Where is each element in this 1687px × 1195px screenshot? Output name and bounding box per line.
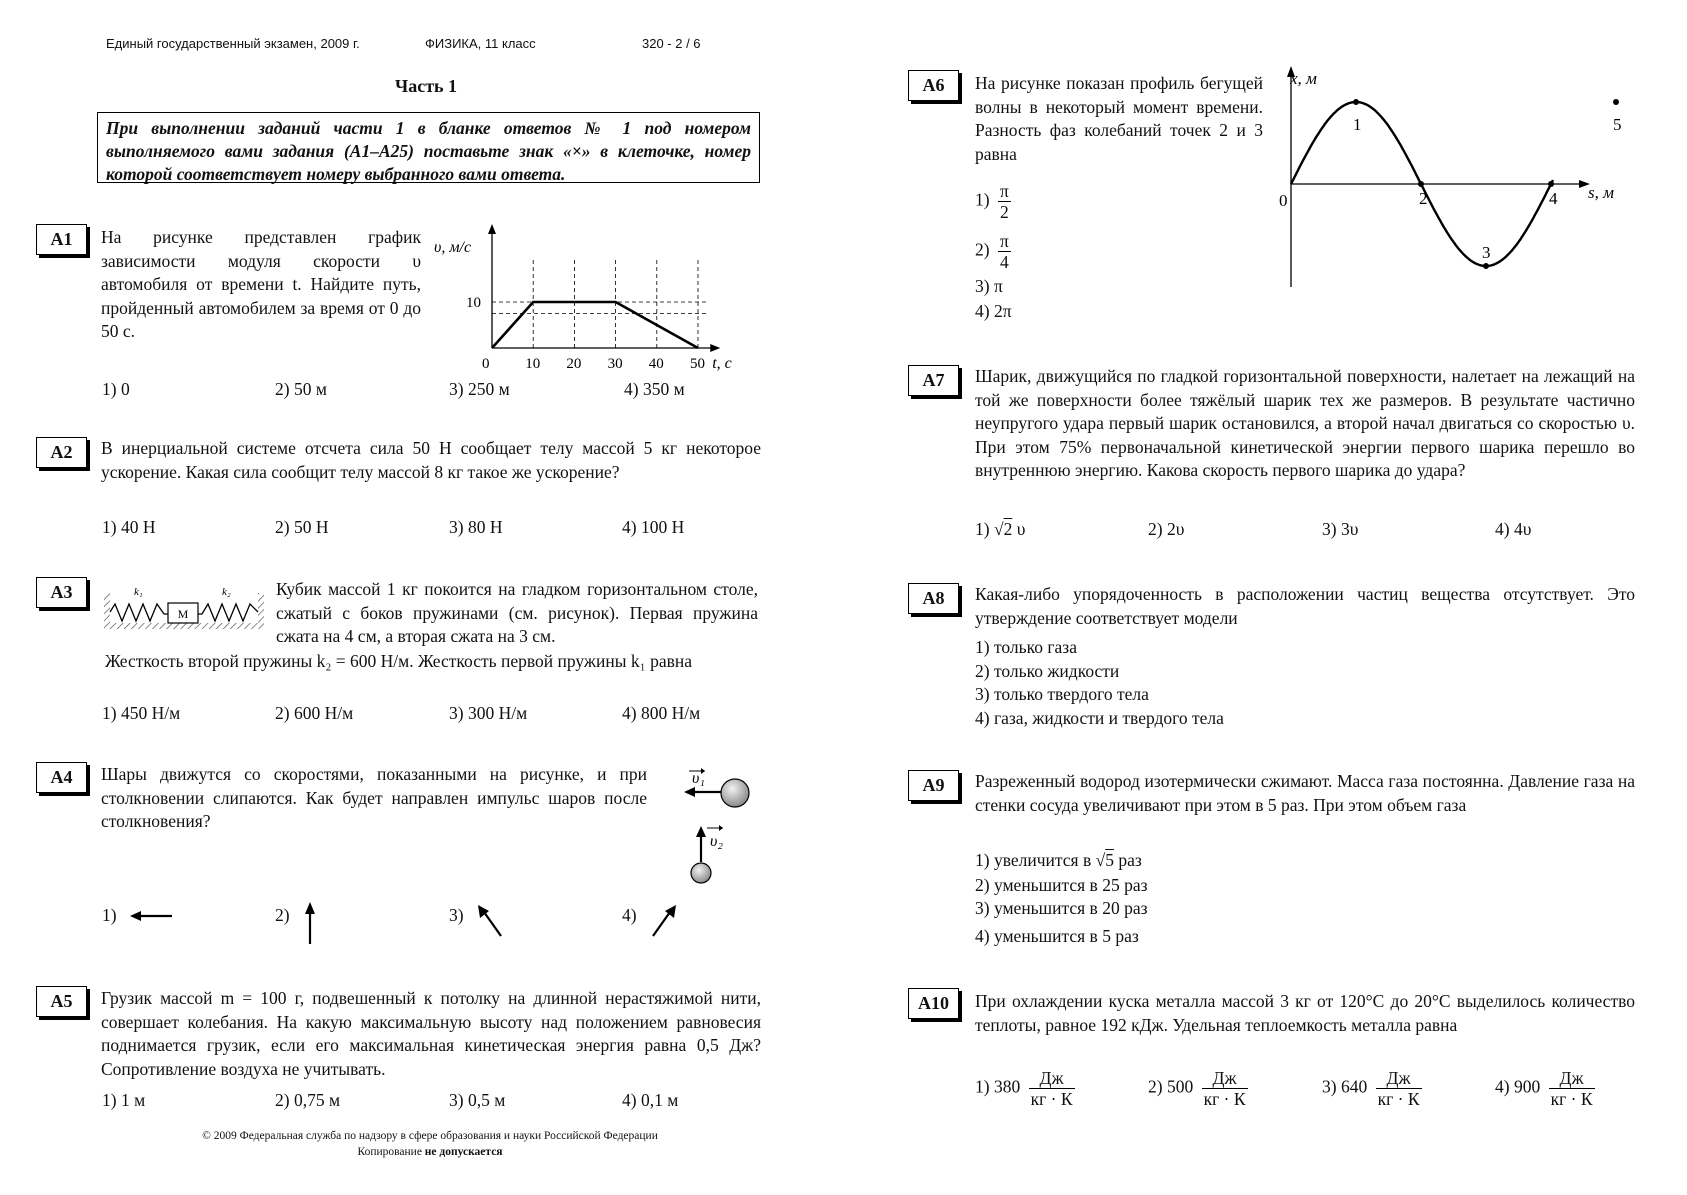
block-label: M (177, 607, 189, 621)
a5-option-4: 4) 0,1 м (622, 1090, 679, 1110)
spring-2 (198, 604, 258, 621)
left-wall (104, 593, 110, 629)
a6-option-4-number: 4) (975, 301, 990, 321)
wave-point-label: 4 (1549, 189, 1558, 208)
a4-option-2: 2) (275, 905, 290, 925)
a6-option-2-number: 2) (975, 239, 990, 260)
fraction (1202, 1068, 1248, 1109)
a9-option-1-suffix: раз (1113, 850, 1142, 870)
arrow-left-icon (128, 906, 178, 926)
wave-point-5 (1613, 99, 1619, 105)
a9-option-4: 4) уменьшится в 5 раз (975, 926, 1139, 946)
task-text-a7: Шарик, движущийся по гладкой горизонтальной поверхности, налетает на лежащий на той же поверхности более тяжёлый шарик тех же размеров. В результате частично неупругого удара первый шарик остановился, а второй начал двигаться со скоростью υ. При этом 75% первоначальной кинетической энергии первого шарика перешло во внутреннюю энергию. Какова скорость первого шарика до удара? (975, 366, 1635, 480)
a7-option-4-value: 4υ (1513, 519, 1532, 539)
a6-option-1 (975, 181, 1011, 222)
a1-option-3: 3) 250 м (449, 379, 510, 399)
sqrt-radicand: 5 (1105, 850, 1114, 870)
a4-option-1: 1) (102, 905, 117, 925)
a9-option-3: 3) уменьшится в 20 раз (975, 898, 1148, 918)
task-label-a9: А9 (908, 770, 959, 801)
x-tick-label: 0 (482, 356, 490, 372)
a3-option-2: 2) 600 Н/м (275, 703, 354, 723)
v1-label: υ₁ (692, 770, 705, 787)
x-tick-label: 10 (525, 356, 541, 372)
header-subject: ФИЗИКА, 11 класс (425, 36, 536, 51)
fraction (1029, 1068, 1075, 1109)
task-label-a8: А8 (908, 583, 959, 614)
fraction-denominator: кг · К (1030, 1089, 1073, 1109)
task-label-a2: А2 (36, 437, 87, 468)
a10-option-2-number: 2) 500 (1148, 1076, 1194, 1097)
a2-option-1: 1) 40 Н (102, 517, 156, 537)
y-axis-label: υ, м/с (434, 239, 472, 256)
y-axis-arrowhead (488, 224, 496, 234)
fraction (1376, 1068, 1422, 1109)
spring-1 (110, 604, 168, 621)
task-text-a10: При охлаждении куска металла массой 3 кг от 120°С до 20°С выделилось количество теплоты, равное 192 кДж. Удельная теплоемкость металла равна (975, 991, 1635, 1035)
a2-option-4: 4) 100 Н (622, 517, 685, 537)
header-page: 320 - 2 / 6 (642, 36, 701, 51)
a10-option-4 (1495, 1068, 1595, 1109)
a10-option-1 (975, 1068, 1075, 1109)
a2-option-2: 2) 50 Н (275, 517, 329, 537)
fraction-numerator: Дж (1549, 1068, 1595, 1089)
a7-option-1-number: 1) (975, 519, 990, 539)
a8-option-4: 4) газа, жидкости и твердого тела (975, 708, 1224, 728)
footer-copying-bold: не допускается (424, 1146, 503, 1158)
a6-option-3-value: π (993, 276, 1003, 296)
task-text-a9: Разреженный водород изотермически сжимают. Масса газа постоянна. Давление газа на стенки сосуда увеличивают при этом в 5 раз. При этом объем газа (975, 771, 1635, 815)
header-exam: Единый государственный экзамен, 2009 г. (106, 36, 360, 51)
a8-option-3: 3) только твердого тела (975, 684, 1149, 704)
a9-option-1-text: 1) увеличится в (975, 850, 1096, 870)
a7-option-3 (1322, 519, 1358, 540)
a6-option-1-number: 1) (975, 189, 990, 210)
fraction-denominator: 2 (1000, 202, 1009, 222)
table-surface (110, 623, 258, 629)
a10-option-2 (1148, 1068, 1248, 1109)
task-text-a8: Какая-либо упорядоченность в расположении частиц вещества отсутствует. Это утверждение соответствует модели (975, 584, 1635, 628)
a4-option-4: 4) (622, 905, 637, 925)
a5-option-3: 3) 0,5 м (449, 1090, 506, 1110)
fraction (998, 231, 1011, 272)
wave-point-label: 3 (1482, 243, 1491, 262)
wave-point-2 (1418, 181, 1424, 187)
task-text-a5: Грузик массой m = 100 г, подвешенный к потолку на длинной нерастяжимой нити, совершает колебания. На какую максимальную высоту над положением равновесия поднимается грузик, если его максимальная кинетическая энергия равна 0,5 Дж? Сопротивление воздуха не учитывать. (101, 988, 761, 1079)
a7-option-3-number: 3) (1322, 519, 1337, 539)
a6-option-4 (975, 301, 1012, 322)
x-tick-label: 50 (690, 356, 705, 372)
fraction-numerator: π (999, 231, 1009, 251)
a7-option-2-value: 2υ (1166, 519, 1185, 539)
a7-option-2-number: 2) (1148, 519, 1163, 539)
task-text-a2: В инерциальной системе отсчета сила 50 Н сообщает телу массой 5 кг некоторое ускорение. Какая сила сообщит телу массой 8 кг такое же ускорение? (101, 438, 761, 482)
fraction-denominator: кг · К (1377, 1089, 1420, 1109)
a7-option-4-number: 4) (1495, 519, 1510, 539)
a6-option-3-number: 3) (975, 276, 990, 296)
x-tick-label: 40 (648, 356, 664, 372)
a10-option-3-number: 3) 640 (1322, 1076, 1368, 1097)
task-text-a4: Шары движутся со скоростями, показанными на рисунке, и при столкновении слипаются. Как будет направлен импульс шаров после столкновения? (101, 764, 647, 831)
collision-figure (680, 758, 780, 893)
x-axis-point-label: 0 (1279, 191, 1288, 210)
fraction-denominator: кг · К (1203, 1089, 1246, 1109)
y-axis-label: x, м (1290, 69, 1317, 88)
fraction-numerator: Дж (1202, 1068, 1248, 1089)
fraction-denominator: кг · К (1550, 1089, 1593, 1109)
a3-option-4: 4) 800 Н/м (622, 703, 701, 723)
x-tick-label: 20 (566, 356, 582, 372)
a9-option-1: 1) увеличится в √5 раз (975, 850, 1142, 870)
wave-point-label: 2 (1419, 189, 1428, 208)
a3-option-3: 3) 300 Н/м (449, 703, 528, 723)
wave-profile-chart (1268, 62, 1638, 292)
spring-block-figure (104, 585, 264, 637)
x-axis-label: t, с (712, 355, 732, 372)
a7-option-4 (1495, 519, 1531, 540)
a6-option-3 (975, 276, 1003, 297)
footer-copyright: © 2009 Федеральная служба по надзору в сфере образования и науки Российской Федерации (202, 1130, 658, 1142)
a1-option-1: 1) 0 (102, 379, 130, 399)
footer-copying (100, 1146, 760, 1158)
k2-label: k₂ (222, 586, 231, 598)
a7-option-1: 1) √2 υ (975, 519, 1026, 539)
a5-option-2: 2) 0,75 м (275, 1090, 341, 1110)
arrow-up-left-icon (475, 903, 505, 939)
task-label-a7: А7 (908, 365, 959, 396)
task-text-a6: На рисунке показан профиль бегущей волны в некоторый момент времени. Разность фаз колебаний точек 2 и 3 равна (975, 73, 1263, 164)
x-tick-label: 30 (607, 356, 623, 372)
a1-option-2: 2) 50 м (275, 379, 327, 399)
footer-copying-prefix: Копирование (357, 1146, 425, 1158)
a5-option-1: 1) 1 м (102, 1090, 146, 1110)
a6-option-2 (975, 231, 1011, 272)
a7-option-1-rest: υ (1012, 519, 1026, 539)
a2-option-3: 3) 80 Н (449, 517, 503, 537)
a1-option-4: 4) 350 м (624, 379, 685, 399)
instruction-box: При выполнении заданий части 1 в бланке ответов № 1 под номером выполняемого вами задания (А1–А25) поставьте знак «×» в клеточке, номер которой соответствует номеру выбранного вами ответа. (97, 112, 760, 183)
ball-2 (691, 863, 711, 883)
wave-point-3 (1483, 263, 1489, 269)
fraction-numerator: Дж (1029, 1068, 1075, 1089)
a3-option-1: 1) 450 Н/м (102, 703, 181, 723)
task-label-a4: А4 (36, 762, 87, 793)
a7-option-3-value: 3υ (1340, 519, 1359, 539)
task-label-a6: А6 (908, 70, 959, 101)
wave-point-label: 5 (1613, 115, 1622, 134)
velocity-time-chart (432, 222, 752, 380)
v2-label: υ₂ (710, 833, 723, 850)
a10-option-3 (1322, 1068, 1422, 1109)
ball-1 (721, 779, 749, 807)
a8-option-2: 2) только жидкости (975, 661, 1120, 681)
task-label-a1: А1 (36, 224, 87, 255)
a4-option-3: 3) (449, 905, 464, 925)
task-label-a5: А5 (36, 986, 87, 1017)
k1-label: k₁ (134, 586, 143, 598)
right-wall (258, 593, 264, 629)
arrow-up-icon (300, 900, 320, 946)
task-text-a3-full: Жесткость второй пружины k₂ = 600 Н/м. Жесткость первой пружины k₁ равна (105, 651, 692, 671)
fraction-numerator: π (999, 181, 1009, 201)
fraction-numerator: Дж (1376, 1068, 1422, 1089)
a8-option-1: 1) только газа (975, 637, 1077, 657)
a6-option-4-value: 2π (993, 301, 1012, 321)
fraction (998, 181, 1011, 222)
wave-point-4 (1548, 181, 1554, 187)
wave-point-1 (1353, 99, 1359, 105)
task-label-a3: А3 (36, 577, 87, 608)
a9-option-2: 2) уменьшится в 25 раз (975, 875, 1148, 895)
arrow-up-right-icon (649, 903, 679, 939)
fraction-denominator: 4 (1000, 252, 1009, 272)
task-label-a10: А10 (908, 988, 959, 1019)
a7-option-2 (1148, 519, 1184, 540)
x-axis-label: s, м (1588, 183, 1614, 202)
sqrt-radicand: 2 (1003, 519, 1013, 539)
velocity-series-line (492, 302, 698, 348)
a10-option-4-number: 4) 900 (1495, 1076, 1541, 1097)
x-axis-arrowhead (710, 344, 720, 352)
a10-option-1-number: 1) 380 (975, 1076, 1021, 1097)
wave-point-label: 1 (1353, 115, 1362, 134)
task-text-a3-side: Кубик массой 1 кг покоится на гладком горизонтальном столе, сжатый с боков пружинами (см. рисунок). Первая пружина сжата на 4 см, а вторая сжата на 3 см. (276, 579, 758, 646)
fraction (1549, 1068, 1595, 1109)
part-title: Часть 1 (395, 76, 458, 96)
task-text-a1: На рисунке представлен график зависимости модуля скорости υ автомобиля от времени t. Найдите путь, пройденный автомобилем за время от 0 до 50 с. (101, 227, 421, 341)
y-tick-label: 10 (466, 295, 481, 311)
